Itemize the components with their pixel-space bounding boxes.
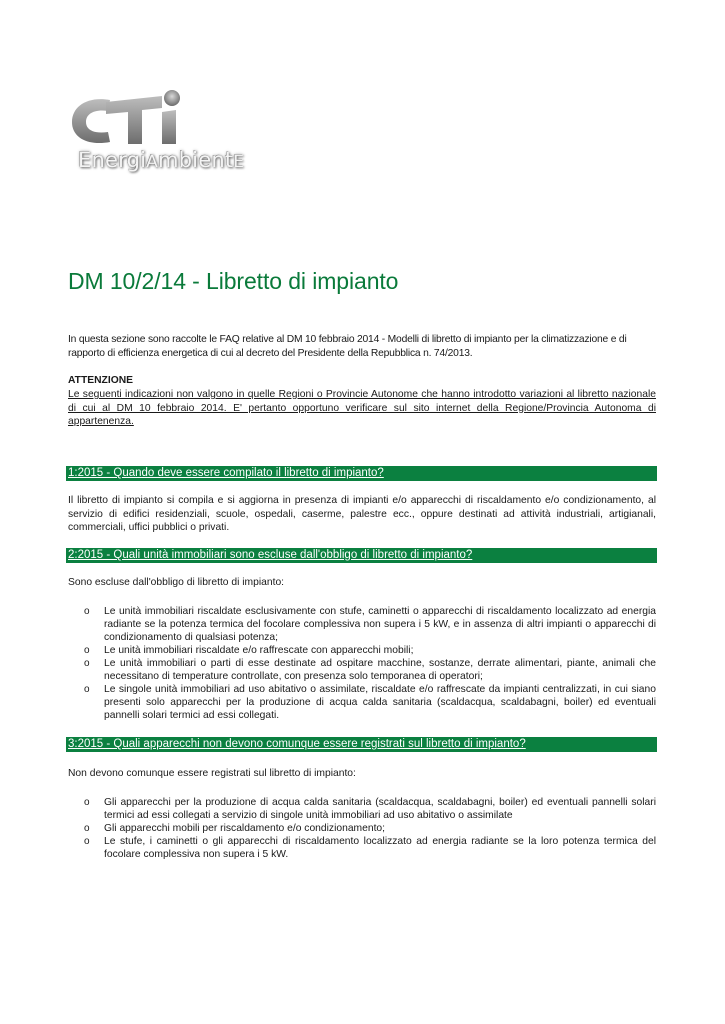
faq-2-question-link[interactable]: 2:2015 - Quali unità immobiliari sono escluse dall'obbligo di libretto di impianto? <box>68 549 473 561</box>
bullet-icon: o <box>84 823 90 834</box>
bullet-icon: o <box>84 797 90 808</box>
faq-1-question[interactable] <box>66 466 657 481</box>
faq-3-list <box>68 796 656 861</box>
faq-1-question-link[interactable]: 1:2015 - Quando deve essere compilato il libretto di impianto? <box>68 467 384 479</box>
intro-paragraph: In questa sezione sono raccolte le FAQ relative al DM 10 febbraio 2014 - Modelli di libretto di impianto per la climatizzazione e di rapporto di efficienza energetica di cui al decreto del Presidente della Repubblica n. 74/2013. <box>68 334 627 359</box>
faq-1-answer: Il libretto di impianto si compila e si aggiorna in presenza di impianti e/o apparecchi di riscaldamento e/o condizionamento, al servizio di edifici residenziali, scuole, ospedali, caserme, palestre ecc., oppure destinati ad attività industriali, artigianali, commerciali, uffici pubblici o privati. <box>68 495 656 533</box>
faq-3-lead: Non devono comunque essere registrati sul libretto di impianto: <box>68 768 356 779</box>
bullet-icon: o <box>84 606 90 617</box>
list-item: o Le unità immobiliari riscaldate e/o raffrescate con apparecchi mobili; <box>84 645 414 656</box>
list-item: o Le singole unità immobiliari ad uso abitativo o assimilate, riscaldate e/o raffrescate da impianti centralizzati, in cui siano presenti solo apparecchi per la produzione di acqua calda sanitaria (scaldacqua, scaldabagni, boiler) ed eventuali pannelli solari termici ad essi collegati. <box>84 684 656 721</box>
bullet-icon: o <box>84 645 90 656</box>
bullet-icon: o <box>84 658 90 669</box>
attention-text: Le seguenti indicazioni non valgono in quelle Regioni o Provincie Autonome che hanno introdotto variazioni al libretto nazionale di cui al DM 10 febbraio 2014. E' pertanto opportuno verificare sul sito internet della Regione/Provincia Autonoma di appartenenza. <box>68 389 656 427</box>
faq-2-question[interactable] <box>66 548 657 563</box>
cti-logo <box>66 86 266 186</box>
faq-2-lead: Sono escluse dall'obbligo di libretto di impianto: <box>68 577 285 588</box>
faq-2-list <box>68 605 656 722</box>
list-item: o Gli apparecchi mobili per riscaldamento e/o condizionamento; <box>84 823 386 834</box>
faq-3-question[interactable] <box>66 737 657 752</box>
bullet-icon: o <box>84 836 90 847</box>
list-item: o Le unità immobiliari riscaldate esclusivamente con stufe, caminetti o apparecchi di riscaldamento localizzato ad energia radiante se la potenza termica del focolare complessiva non supera i 5 kW, e in assenza di altri impianti o apparecchi di condizionamento di qualsiasi potenza; <box>84 606 656 643</box>
list-item: o Le stufe, i caminetti o gli apparecchi di riscaldamento localizzato ad energia radiante se la loro potenza termica del focolare complessiva non supera i 5 kW. <box>84 836 656 860</box>
page-title: DM 10/2/14 - Libretto di impianto <box>68 268 399 294</box>
faq-3-question-link[interactable]: 3:2015 - Quali apparecchi non devono comunque essere registrati sul libretto di impianto? <box>68 738 526 750</box>
attention-heading: ATTENZIONE <box>68 375 134 386</box>
logo-wordmark: EnergiAmbientE <box>78 148 245 172</box>
list-item: o Le unità immobiliari o parti di esse destinate ad ospitare macchine, sostanze, derrate alimentari, piante, animali che necessitano di temperature controllate, con presenza solo temporanea di operatori; <box>84 658 656 682</box>
list-item: o Gli apparecchi per la produzione di acqua calda sanitaria (scaldacqua, scaldabagni, boiler) ed eventuali pannelli solari termici ad essi collegati a servizio di singole unità immobiliari ad uso abitativo o assimilate <box>84 797 656 821</box>
bullet-icon: o <box>84 684 90 695</box>
